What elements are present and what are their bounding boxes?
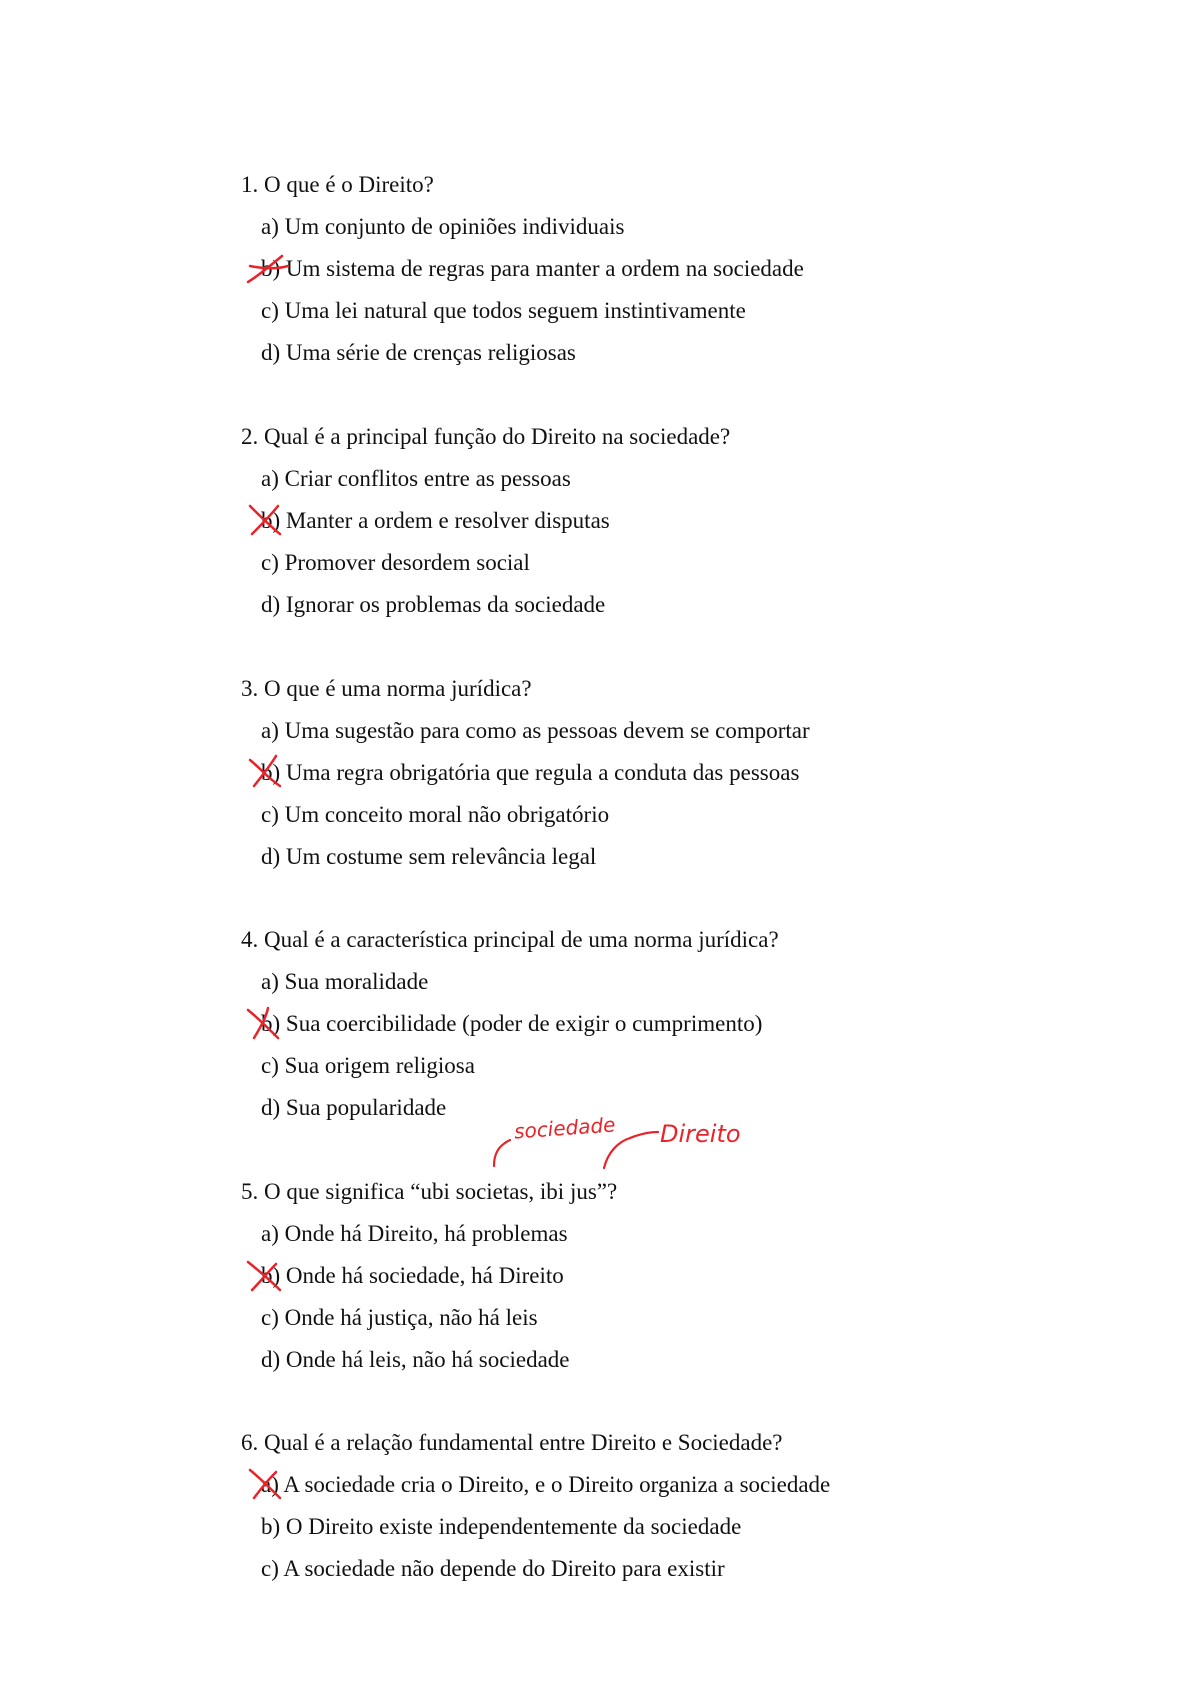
- option-text: O Direito existe independentemente da sociedade: [285, 1514, 742, 1539]
- option-6c: [261, 1554, 725, 1584]
- option-letter: b): [261, 1263, 281, 1288]
- option-text: A sociedade cria o Direito, e o Direito organiza a sociedade: [283, 1472, 831, 1497]
- option-text: Sua coercibilidade (poder de exigir o cumprimento): [285, 1011, 763, 1036]
- option-letter: c): [261, 1053, 279, 1078]
- option-text: Onde há leis, não há sociedade: [285, 1347, 570, 1372]
- option-letter: d): [261, 592, 281, 617]
- option-6b: [261, 1512, 741, 1542]
- option-1b: [261, 254, 804, 284]
- option-letter: c): [261, 550, 279, 575]
- option-5c: [261, 1303, 538, 1333]
- option-1c: [261, 296, 746, 326]
- option-text: Onde há Direito, há problemas: [284, 1221, 568, 1246]
- answer-mark-icon: [244, 252, 294, 288]
- option-text: Onde há sociedade, há Direito: [285, 1263, 564, 1288]
- answer-mark-icon: [244, 1004, 284, 1042]
- question-5: 5. O que significa “ubi societas, ibi jus”?: [241, 1179, 618, 1204]
- option-letter: c): [261, 1305, 279, 1330]
- option-text: Manter a ordem e resolver disputas: [285, 508, 610, 533]
- option-letter: c): [261, 802, 279, 827]
- option-text: Promover desordem social: [284, 550, 530, 575]
- option-3a: [261, 716, 810, 746]
- question-3: 3. O que é uma norma jurídica?: [241, 676, 532, 701]
- option-letter: a): [261, 1472, 279, 1497]
- option-letter: d): [261, 340, 281, 365]
- option-5d: [261, 1345, 569, 1375]
- option-3c: [261, 800, 609, 830]
- option-3d: [261, 842, 596, 872]
- question-1: 1. O que é o Direito?: [241, 172, 434, 197]
- option-6a: [261, 1470, 830, 1500]
- option-text: Sua origem religiosa: [284, 1053, 475, 1078]
- option-1a: [261, 212, 624, 242]
- option-letter: b): [261, 1514, 281, 1539]
- option-letter: b): [261, 508, 281, 533]
- option-text: Uma lei natural que todos seguem instintivamente: [284, 298, 746, 323]
- option-5a: [261, 1219, 568, 1249]
- option-letter: b): [261, 1011, 281, 1036]
- answer-mark-icon: [244, 1256, 286, 1294]
- option-1d: [261, 338, 576, 368]
- option-4b: [261, 1009, 762, 1039]
- option-text: Uma regra obrigatória que regula a conduta das pessoas: [285, 760, 800, 785]
- option-letter: a): [261, 214, 279, 239]
- option-text: Uma sugestão para como as pessoas devem se comportar: [284, 718, 810, 743]
- question-2: 2. Qual é a principal função do Direito na sociedade?: [241, 424, 731, 449]
- option-text: Criar conflitos entre as pessoas: [284, 466, 571, 491]
- option-letter: b): [261, 256, 281, 281]
- option-text: Um costume sem relevância legal: [285, 844, 597, 869]
- option-text: Um sistema de regras para manter a ordem na sociedade: [285, 256, 804, 281]
- option-letter: d): [261, 1095, 281, 1120]
- option-2a: [261, 464, 571, 494]
- option-3b: [261, 758, 799, 788]
- option-text: Ignorar os problemas da sociedade: [285, 592, 606, 617]
- option-2c: [261, 548, 530, 578]
- option-4a: [261, 967, 428, 997]
- answer-mark-icon: [246, 754, 286, 790]
- note-jus: Direito: [660, 1120, 741, 1148]
- note-societas: sociedade: [513, 1112, 617, 1144]
- option-letter: c): [261, 298, 279, 323]
- option-2d: [261, 590, 605, 620]
- option-letter: c): [261, 1556, 279, 1581]
- question-4: 4. Qual é a característica principal de uma norma jurídica?: [241, 927, 779, 952]
- option-text: Sua popularidade: [285, 1095, 447, 1120]
- question-6: 6. Qual é a relação fundamental entre Direito e Sociedade?: [241, 1430, 783, 1455]
- option-text: Sua moralidade: [284, 969, 429, 994]
- answer-mark-icon: [246, 502, 286, 538]
- option-text: Um conceito moral não obrigatório: [284, 802, 610, 827]
- option-text: Uma série de crenças religiosas: [285, 340, 576, 365]
- option-2b: [261, 506, 610, 536]
- option-letter: a): [261, 969, 279, 994]
- option-letter: a): [261, 466, 279, 491]
- option-text: A sociedade não depende do Direito para existir: [283, 1556, 725, 1581]
- answer-mark-icon: [246, 1466, 286, 1502]
- option-letter: d): [261, 1347, 281, 1372]
- option-letter: b): [261, 760, 281, 785]
- option-letter: a): [261, 1221, 279, 1246]
- option-text: Um conjunto de opiniões individuais: [284, 214, 625, 239]
- option-text: Onde há justiça, não há leis: [284, 1305, 538, 1330]
- option-4d: [261, 1093, 446, 1123]
- option-5b: [261, 1261, 564, 1291]
- option-letter: d): [261, 844, 281, 869]
- option-letter: a): [261, 718, 279, 743]
- option-4c: [261, 1051, 475, 1081]
